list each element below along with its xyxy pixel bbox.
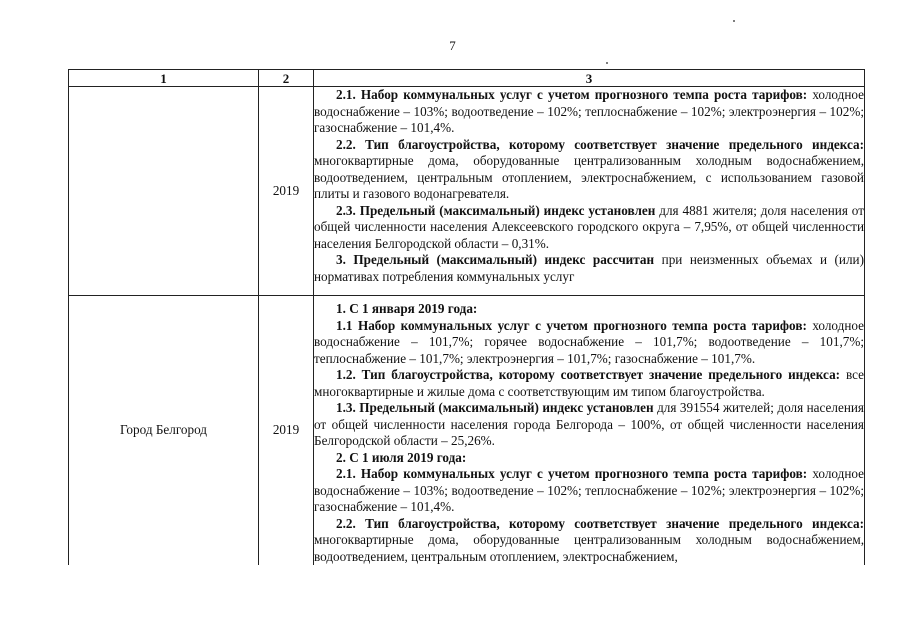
paragraph-heading: 1.2. Тип благоустройства, которому соответствует значение предельного индекса: [336,367,841,382]
page-number: 7 [449,38,456,53]
content-paragraph [314,367,864,400]
table-row [69,296,865,566]
region-cell: Город Белгород [69,296,259,566]
content-cell [314,296,865,566]
content-paragraph [314,252,864,285]
content-paragraph [314,466,864,516]
table-header-row [69,70,865,87]
paragraph-text: для 391554 жителей; доля населения от общей численности населения города Белгорода – 100%, от общей численности населения Белгородской области – 25,26%. [314,400,865,448]
paragraph-text: многоквартирные дома, оборудованные централизованным холодным водоснабжением, водоотведением, центральным отоплением, электроснабжением, [314,532,864,564]
data-table [68,69,865,565]
region-cell [69,87,259,296]
paragraph-heading: 2.1. Набор коммунальных услуг с учетом прогнозного темпа роста тарифов: [336,87,808,102]
paragraph-heading: 1.1 Набор коммунальных услуг с учетом прогнозного темпа роста тарифов: [336,317,807,333]
paragraph-heading: 1. С 1 января 2019 года: [336,301,478,316]
paragraph-heading: 2. С 1 июля 2019 года: [336,449,467,465]
content-cell [314,87,865,296]
paragraph-text: все многоквартирные и жилые дома с соответствующим им типом благоустройства. [314,367,864,399]
paragraph-text: при неизменных объемах и (или) нормативах потребления коммунальных услуг [314,252,865,284]
content-paragraph [314,137,864,203]
content-paragraph [314,400,864,450]
paragraph-heading: 2.1. Набор коммунальных услуг с учетом прогнозного темпа роста тарифов: [336,466,808,481]
paragraph-text: для 4881 жителя; доля населения от общей численности населения Алексеевского городского округа – 7,95%, от общей численности населения Белгородской области – 0,31%. [314,202,864,251]
content-paragraph [314,301,864,318]
column-header: 2 [259,70,314,87]
paragraph-text: холодное водоснабжение – 103%; водоотведение – 102%; теплоснабжение – 102%; электроэнергия – 102%; газоснабжение – 101,4%. [314,466,864,514]
content-paragraph [314,318,864,368]
paragraph-heading: 1.3. Предельный (максимальный) индекс установлен [336,400,654,415]
paragraph-heading: 2.2. Тип благоустройства, которому соответствует значение предельного индекса: [336,515,864,531]
year-cell: 2019 [259,87,314,296]
paragraph-text: холодное водоснабжение – 103%; водоотведение – 102%; теплоснабжение – 102%; электроэнергия – 102%; газоснабжение – 101,4%. [314,87,864,135]
paragraph-heading: 2.3. Предельный (максимальный) индекс установлен [336,202,656,218]
paragraph-heading: 2.2. Тип благоустройства, которому соответствует значение предельного индекса: [336,136,864,152]
column-header: 1 [69,70,259,87]
table-row [69,87,865,296]
scan-speck [733,20,735,22]
content-paragraph [314,450,864,467]
column-header: 3 [314,70,865,87]
paragraph-heading: 3. Предельный (максимальный) индекс рассчитан [336,252,655,267]
content-paragraph [314,203,864,253]
paragraph-text: холодное водоснабжение – 101,7%; горячее водоснабжение – 101,7%; водоотведение – 101,7%; теплоснабжение – 101,7%; электроэнергия – 101,7%; газоснабжение – 101,7%. [314,317,864,366]
paragraph-text: многоквартирные дома, оборудованные централизованным холодным водоснабжением, водоотведением, центральным отоплением, электроснабжением, с использованием газовой плиты и газового водонагревателя. [314,153,864,201]
scan-speck [606,62,608,64]
content-paragraph [314,516,864,566]
content-paragraph [314,87,864,137]
year-cell: 2019 [259,296,314,566]
